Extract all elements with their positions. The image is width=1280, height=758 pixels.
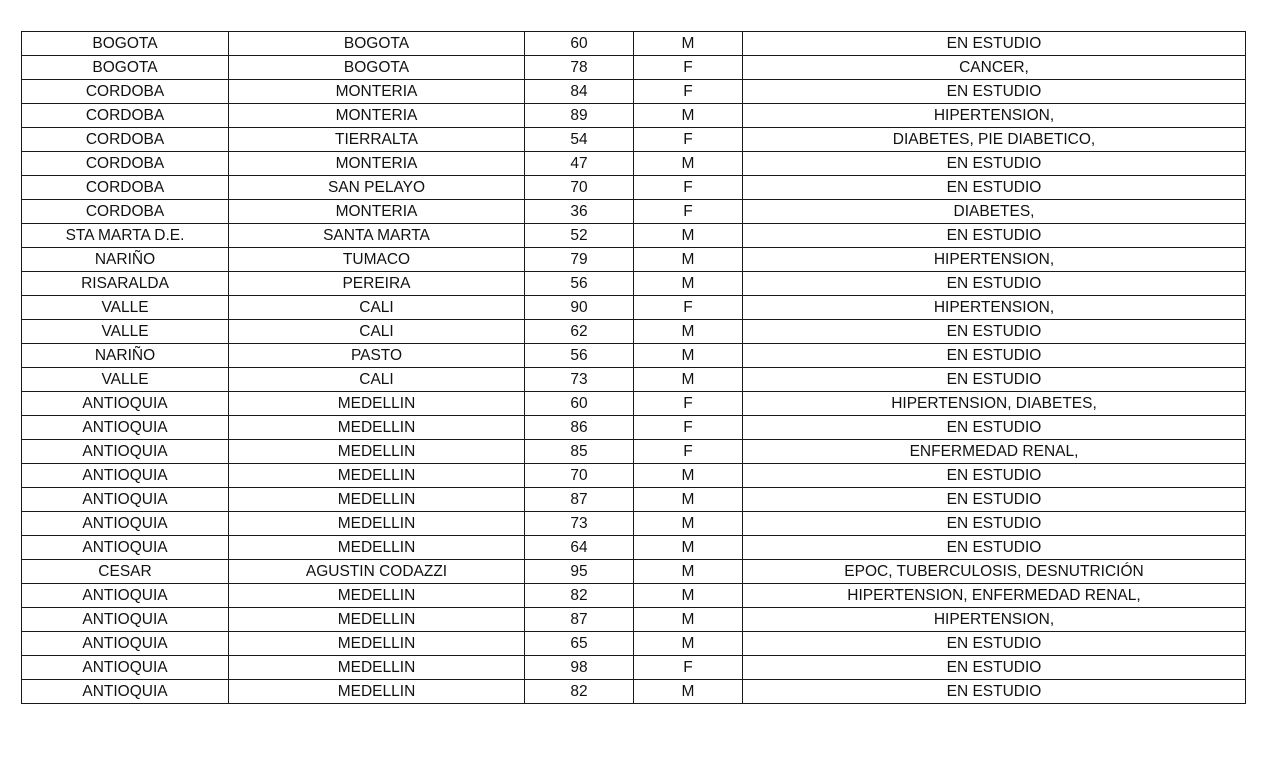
cell-municipio: MONTERIA bbox=[229, 80, 525, 104]
table-row bbox=[22, 224, 1246, 248]
cell-departamento: ANTIOQUIA bbox=[22, 632, 229, 656]
cell-edad: 89 bbox=[525, 104, 634, 128]
cell-condicion: HIPERTENSION, bbox=[743, 248, 1246, 272]
cell-condicion: HIPERTENSION, bbox=[743, 104, 1246, 128]
cell-departamento: RISARALDA bbox=[22, 272, 229, 296]
cell-edad: 87 bbox=[525, 608, 634, 632]
table-row bbox=[22, 488, 1246, 512]
cell-departamento: CORDOBA bbox=[22, 80, 229, 104]
cell-condicion: EN ESTUDIO bbox=[743, 656, 1246, 680]
cell-municipio: MEDELLIN bbox=[229, 656, 525, 680]
cell-sexo: M bbox=[634, 560, 743, 584]
cell-municipio: TUMACO bbox=[229, 248, 525, 272]
cell-departamento: CORDOBA bbox=[22, 200, 229, 224]
cell-sexo: M bbox=[634, 608, 743, 632]
cell-municipio: MEDELLIN bbox=[229, 416, 525, 440]
cell-condicion: EN ESTUDIO bbox=[743, 344, 1246, 368]
cell-departamento: VALLE bbox=[22, 296, 229, 320]
cell-condicion: EN ESTUDIO bbox=[743, 272, 1246, 296]
cell-edad: 82 bbox=[525, 584, 634, 608]
cell-municipio: PASTO bbox=[229, 344, 525, 368]
cell-condicion: EN ESTUDIO bbox=[743, 488, 1246, 512]
table-row bbox=[22, 416, 1246, 440]
cell-condicion: CANCER, bbox=[743, 56, 1246, 80]
table-row bbox=[22, 176, 1246, 200]
table-row bbox=[22, 200, 1246, 224]
cases-table bbox=[21, 31, 1246, 704]
table-row bbox=[22, 344, 1246, 368]
cell-edad: 60 bbox=[525, 32, 634, 56]
cell-condicion: EPOC, TUBERCULOSIS, DESNUTRICIÓN bbox=[743, 560, 1246, 584]
cell-municipio: MONTERIA bbox=[229, 104, 525, 128]
cell-edad: 36 bbox=[525, 200, 634, 224]
cell-municipio: MEDELLIN bbox=[229, 440, 525, 464]
cell-edad: 73 bbox=[525, 368, 634, 392]
cell-sexo: M bbox=[634, 248, 743, 272]
cell-sexo: F bbox=[634, 56, 743, 80]
cell-sexo: M bbox=[634, 632, 743, 656]
cell-edad: 84 bbox=[525, 80, 634, 104]
cell-edad: 70 bbox=[525, 176, 634, 200]
cell-sexo: M bbox=[634, 224, 743, 248]
cell-condicion: EN ESTUDIO bbox=[743, 632, 1246, 656]
cell-edad: 60 bbox=[525, 392, 634, 416]
cell-departamento: CORDOBA bbox=[22, 104, 229, 128]
cell-condicion: EN ESTUDIO bbox=[743, 32, 1246, 56]
cell-departamento: ANTIOQUIA bbox=[22, 656, 229, 680]
table-row bbox=[22, 56, 1246, 80]
cell-departamento: NARIÑO bbox=[22, 344, 229, 368]
table-row bbox=[22, 368, 1246, 392]
cell-edad: 90 bbox=[525, 296, 634, 320]
cell-condicion: EN ESTUDIO bbox=[743, 320, 1246, 344]
table-row bbox=[22, 440, 1246, 464]
cell-condicion: DIABETES, bbox=[743, 200, 1246, 224]
cell-edad: 78 bbox=[525, 56, 634, 80]
cell-sexo: F bbox=[634, 200, 743, 224]
cell-municipio: CALI bbox=[229, 320, 525, 344]
cell-condicion: HIPERTENSION, DIABETES, bbox=[743, 392, 1246, 416]
cell-municipio: CALI bbox=[229, 368, 525, 392]
table-row bbox=[22, 464, 1246, 488]
cell-edad: 70 bbox=[525, 464, 634, 488]
cell-edad: 86 bbox=[525, 416, 634, 440]
cell-municipio: CALI bbox=[229, 296, 525, 320]
cell-departamento: CESAR bbox=[22, 560, 229, 584]
cell-edad: 52 bbox=[525, 224, 634, 248]
cell-sexo: M bbox=[634, 368, 743, 392]
cell-sexo: F bbox=[634, 128, 743, 152]
cell-sexo: M bbox=[634, 344, 743, 368]
cell-sexo: M bbox=[634, 488, 743, 512]
cell-sexo: M bbox=[634, 512, 743, 536]
cell-sexo: M bbox=[634, 152, 743, 176]
cell-municipio: AGUSTIN CODAZZI bbox=[229, 560, 525, 584]
cell-municipio: MEDELLIN bbox=[229, 512, 525, 536]
table-row bbox=[22, 128, 1246, 152]
cell-sexo: F bbox=[634, 440, 743, 464]
cell-departamento: STA MARTA D.E. bbox=[22, 224, 229, 248]
cell-municipio: MEDELLIN bbox=[229, 488, 525, 512]
cell-edad: 47 bbox=[525, 152, 634, 176]
cell-departamento: ANTIOQUIA bbox=[22, 488, 229, 512]
cell-sexo: M bbox=[634, 680, 743, 704]
cell-municipio: BOGOTA bbox=[229, 32, 525, 56]
cell-municipio: PEREIRA bbox=[229, 272, 525, 296]
cell-municipio: MEDELLIN bbox=[229, 680, 525, 704]
cell-condicion: EN ESTUDIO bbox=[743, 416, 1246, 440]
cell-municipio: SAN PELAYO bbox=[229, 176, 525, 200]
cell-condicion: EN ESTUDIO bbox=[743, 80, 1246, 104]
table-row bbox=[22, 104, 1246, 128]
cell-condicion: EN ESTUDIO bbox=[743, 152, 1246, 176]
table-row bbox=[22, 632, 1246, 656]
cell-municipio: MONTERIA bbox=[229, 152, 525, 176]
cell-edad: 56 bbox=[525, 344, 634, 368]
cell-municipio: MEDELLIN bbox=[229, 392, 525, 416]
cell-sexo: M bbox=[634, 32, 743, 56]
cell-edad: 87 bbox=[525, 488, 634, 512]
cell-condicion: DIABETES, PIE DIABETICO, bbox=[743, 128, 1246, 152]
cell-departamento: ANTIOQUIA bbox=[22, 464, 229, 488]
cell-edad: 65 bbox=[525, 632, 634, 656]
cell-sexo: M bbox=[634, 272, 743, 296]
cell-condicion: EN ESTUDIO bbox=[743, 176, 1246, 200]
document-page bbox=[21, 31, 1245, 704]
cell-edad: 73 bbox=[525, 512, 634, 536]
cell-departamento: VALLE bbox=[22, 320, 229, 344]
cell-municipio: MEDELLIN bbox=[229, 536, 525, 560]
cell-condicion: ENFERMEDAD RENAL, bbox=[743, 440, 1246, 464]
table-row bbox=[22, 320, 1246, 344]
table-row bbox=[22, 608, 1246, 632]
cell-departamento: CORDOBA bbox=[22, 152, 229, 176]
table-row bbox=[22, 80, 1246, 104]
cell-sexo: F bbox=[634, 296, 743, 320]
table-row bbox=[22, 584, 1246, 608]
cell-sexo: F bbox=[634, 656, 743, 680]
cell-edad: 95 bbox=[525, 560, 634, 584]
cell-sexo: M bbox=[634, 464, 743, 488]
cell-condicion: HIPERTENSION, bbox=[743, 296, 1246, 320]
cell-departamento: CORDOBA bbox=[22, 128, 229, 152]
cell-departamento: ANTIOQUIA bbox=[22, 584, 229, 608]
cell-sexo: F bbox=[634, 392, 743, 416]
table-row bbox=[22, 536, 1246, 560]
cell-municipio: SANTA MARTA bbox=[229, 224, 525, 248]
table-row bbox=[22, 680, 1246, 704]
table-row bbox=[22, 296, 1246, 320]
table-row bbox=[22, 152, 1246, 176]
cell-municipio: TIERRALTA bbox=[229, 128, 525, 152]
cell-edad: 62 bbox=[525, 320, 634, 344]
cell-municipio: MONTERIA bbox=[229, 200, 525, 224]
cell-departamento: BOGOTA bbox=[22, 56, 229, 80]
cell-edad: 82 bbox=[525, 680, 634, 704]
cell-departamento: VALLE bbox=[22, 368, 229, 392]
table-row bbox=[22, 656, 1246, 680]
cell-municipio: MEDELLIN bbox=[229, 584, 525, 608]
cell-condicion: EN ESTUDIO bbox=[743, 536, 1246, 560]
cell-edad: 85 bbox=[525, 440, 634, 464]
cell-departamento: ANTIOQUIA bbox=[22, 440, 229, 464]
cell-condicion: EN ESTUDIO bbox=[743, 680, 1246, 704]
cell-municipio: BOGOTA bbox=[229, 56, 525, 80]
cell-edad: 98 bbox=[525, 656, 634, 680]
cell-condicion: EN ESTUDIO bbox=[743, 224, 1246, 248]
cell-municipio: MEDELLIN bbox=[229, 608, 525, 632]
cell-municipio: MEDELLIN bbox=[229, 632, 525, 656]
cell-departamento: CORDOBA bbox=[22, 176, 229, 200]
table-body bbox=[22, 32, 1246, 704]
cell-departamento: BOGOTA bbox=[22, 32, 229, 56]
table-row bbox=[22, 248, 1246, 272]
cell-condicion: HIPERTENSION, bbox=[743, 608, 1246, 632]
cell-sexo: F bbox=[634, 80, 743, 104]
cell-departamento: ANTIOQUIA bbox=[22, 512, 229, 536]
cell-sexo: F bbox=[634, 416, 743, 440]
cell-departamento: ANTIOQUIA bbox=[22, 416, 229, 440]
cell-condicion: EN ESTUDIO bbox=[743, 464, 1246, 488]
cell-sexo: M bbox=[634, 536, 743, 560]
cell-condicion: HIPERTENSION, ENFERMEDAD RENAL, bbox=[743, 584, 1246, 608]
table-row bbox=[22, 512, 1246, 536]
cell-departamento: NARIÑO bbox=[22, 248, 229, 272]
cell-edad: 64 bbox=[525, 536, 634, 560]
cell-municipio: MEDELLIN bbox=[229, 464, 525, 488]
table-row bbox=[22, 560, 1246, 584]
cell-condicion: EN ESTUDIO bbox=[743, 368, 1246, 392]
cell-condicion: EN ESTUDIO bbox=[743, 512, 1246, 536]
cell-sexo: M bbox=[634, 104, 743, 128]
cell-edad: 79 bbox=[525, 248, 634, 272]
table-row bbox=[22, 272, 1246, 296]
cell-departamento: ANTIOQUIA bbox=[22, 608, 229, 632]
cell-departamento: ANTIOQUIA bbox=[22, 536, 229, 560]
table-row bbox=[22, 32, 1246, 56]
cell-edad: 56 bbox=[525, 272, 634, 296]
cell-sexo: M bbox=[634, 584, 743, 608]
cell-departamento: ANTIOQUIA bbox=[22, 392, 229, 416]
cell-edad: 54 bbox=[525, 128, 634, 152]
cell-departamento: ANTIOQUIA bbox=[22, 680, 229, 704]
cell-sexo: F bbox=[634, 176, 743, 200]
table-row bbox=[22, 392, 1246, 416]
cell-sexo: M bbox=[634, 320, 743, 344]
